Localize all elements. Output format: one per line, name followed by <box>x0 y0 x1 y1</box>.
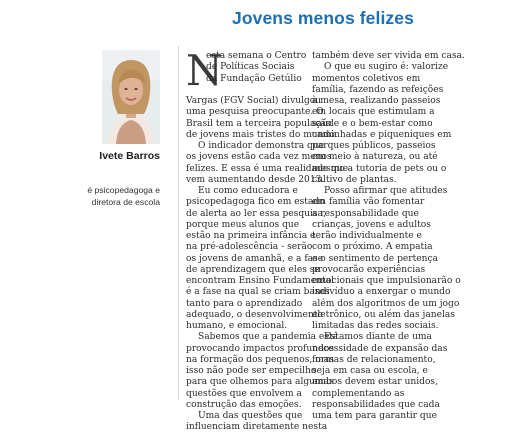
author-photo <box>102 50 160 144</box>
author-sidebar <box>0 48 178 400</box>
text-line: necessidade de expansão das <box>312 343 448 354</box>
text-line: adequado, o desenvolvimento <box>186 309 323 320</box>
text-line: parques públicos, passeios <box>312 141 436 151</box>
paragraph <box>186 141 349 186</box>
article-column-1 <box>186 46 349 434</box>
text-line: emocionais que impulsionarão o <box>312 276 461 286</box>
text-line: além dos algoritmos de um jogo <box>312 298 460 309</box>
text-line: em família vão fomentar <box>312 197 425 208</box>
author-description-line: é psicopedagoga e <box>87 185 160 195</box>
text-line: família, fazendo as refeições <box>312 84 444 95</box>
author-name: Ivete Barros <box>99 150 160 162</box>
text-line: provocarão experiências <box>312 264 426 275</box>
text-line: provocando impactos profundos <box>186 343 335 354</box>
paragraph <box>312 186 478 332</box>
paragraph <box>312 332 478 422</box>
text-line: é a fase na qual se criam bases <box>186 287 330 298</box>
drop-cap-lines <box>206 51 306 85</box>
text-line: Estamos diante de uma <box>324 332 432 343</box>
text-line: e o sentimento de pertença <box>312 253 439 264</box>
text-line: a responsabilidade que <box>312 208 419 219</box>
text-line: Posso afirmar que atitudes <box>324 186 448 196</box>
paragraph <box>312 51 478 62</box>
text-line: isso não pode ser empecilho <box>186 366 317 376</box>
text-line: formas de relacionamento, <box>312 354 436 365</box>
text-line: O que eu sugiro é: valorize <box>324 62 449 73</box>
column-divider <box>178 46 179 400</box>
text-line: Vargas (FGV Social) divulgou <box>186 96 322 106</box>
author-description <box>0 184 160 208</box>
text-line: mesmo a tutoria de pets ou o <box>312 163 447 174</box>
text-line: os jovens estão cada vez menos <box>186 152 332 163</box>
text-line: na formação dos pequenos, mas <box>186 354 334 365</box>
drop-cap: N <box>186 46 223 95</box>
text-line: estão na primeira infância e <box>186 231 316 241</box>
text-line: de aprendizagem que eles se <box>186 264 320 275</box>
text-line: questões que envolvem a <box>186 388 302 399</box>
text-line: Brasil tem a terceira população <box>186 118 332 129</box>
text-line: em meio à natureza, ou até <box>312 152 438 163</box>
text-line: à mesa, realizando passeios <box>312 96 441 106</box>
woman-portrait-icon <box>102 50 160 144</box>
article-title: Jovens menos felizes <box>232 8 414 28</box>
text-line: de jovens mais tristes do mundo. <box>186 129 338 140</box>
paragraph <box>186 332 339 411</box>
text-line: construção das emoções. <box>186 399 302 410</box>
text-line: uma tem para garantir que <box>312 411 437 421</box>
text-line: limitadas das redes sociais. <box>312 321 439 331</box>
text-line: terão individualmente e <box>312 231 422 241</box>
text-line: O indicador demonstra que <box>198 141 325 151</box>
text-line: psicopedagoga fico em estado <box>186 197 325 208</box>
text-line: cultivo de plantas. <box>312 174 397 185</box>
author-description-line: diretora de escola <box>91 197 160 207</box>
article-column-2 <box>312 51 478 422</box>
paragraph <box>186 186 335 332</box>
text-line: Sabemos que a pandemia está <box>198 332 339 343</box>
text-line: na pré-adolescência - serão <box>186 242 313 253</box>
text-line: esta semana o Centro <box>206 51 307 61</box>
drop-cap-block <box>186 46 307 96</box>
text-line: da Fundação Getúlio <box>206 73 302 84</box>
text-line: complementando as <box>312 388 405 399</box>
text-line: influenciam diretamente nesta <box>186 422 328 433</box>
paragraph <box>312 62 478 186</box>
text-line: uma pesquisa preocupante. O <box>186 107 324 118</box>
text-line: ambos devem estar unidos, <box>312 377 438 388</box>
text-line: saúde e o bem-estar como <box>312 118 433 129</box>
text-line: Eu como educadora e <box>198 186 298 196</box>
text-line: de Políticas Sociais <box>206 62 295 73</box>
text-line: também deve ser vivida em casa. <box>312 51 465 61</box>
text-line: eletrônico, ou além das janelas <box>312 309 455 320</box>
text-line: felizes. E essa é uma realidade que <box>186 163 349 174</box>
text-line: vem aumentando desde 2013. <box>186 174 325 185</box>
text-line: em locais que estimulam a <box>312 107 435 118</box>
paragraph <box>186 96 338 141</box>
text-line: caminhadas e piqueniques em <box>312 129 452 140</box>
text-line: indivíduo a enxergar o mundo <box>312 287 451 298</box>
text-line: responsabilidades que cada <box>312 399 440 410</box>
text-line: encontram Ensino Fundamental <box>186 276 335 286</box>
text-line: tanto para o aprendizado <box>186 298 303 309</box>
text-line: Uma das questões que <box>198 411 303 421</box>
text-line: momentos coletivos em <box>312 73 421 84</box>
text-line: de alerta ao ler essa pesquisa, <box>186 208 326 219</box>
text-line: humano, e emocional. <box>186 321 288 331</box>
text-line: os jovens de amanhã, e a fase <box>186 253 324 264</box>
text-line: com o próximo. A empatia <box>312 242 433 253</box>
text-line: para que olhemos para algumas <box>186 377 334 388</box>
text-line: crianças, jovens e adultos <box>312 219 431 230</box>
paragraph <box>186 411 328 434</box>
text-line: porque meus alunos que <box>186 219 300 230</box>
text-line: seja em casa ou escola, e <box>312 366 428 376</box>
